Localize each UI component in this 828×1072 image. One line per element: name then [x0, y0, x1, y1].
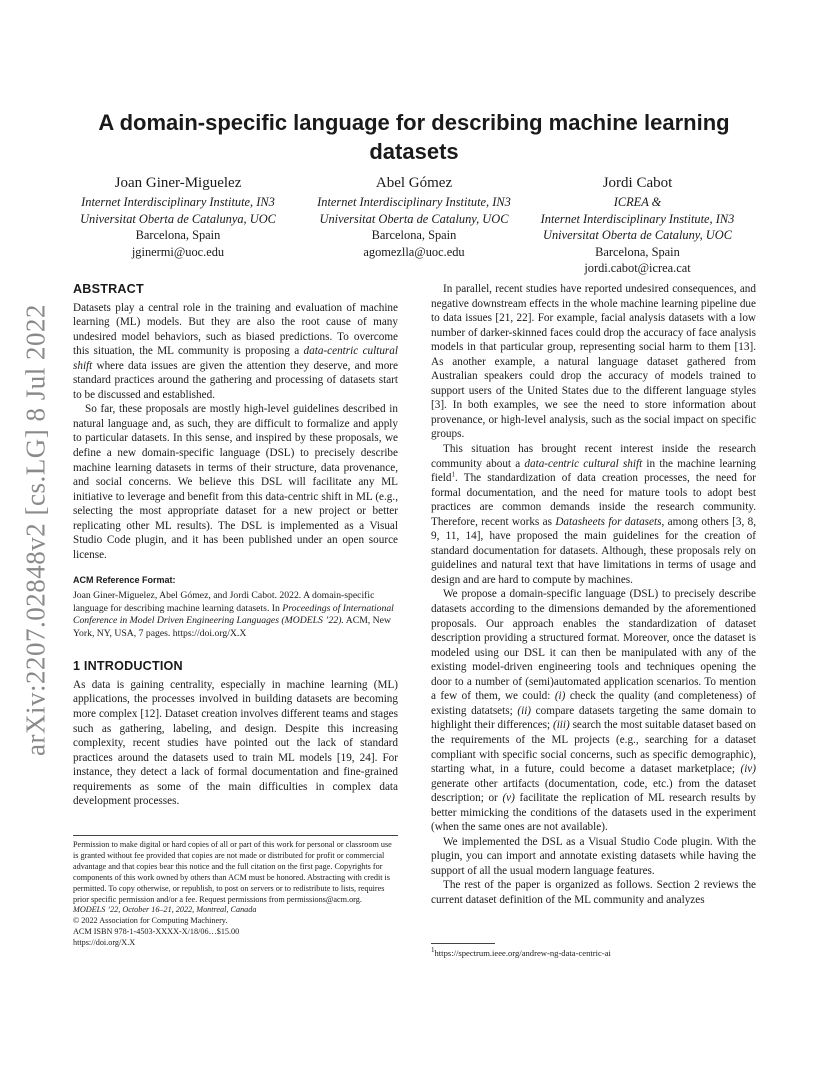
abstract-text: Datasets play a central role in the training and evaluation of machine learning (ML) models. But they are also the root cause of many undesired model behaviors, such as biased predictions. To overcome this situation, the ML community is proposing a	[73, 301, 398, 358]
body-paragraph: In parallel, recent studies have reported undesired consequences, and negative downstream effects in the whole machine learning pipeline due to data issues [21, 22]. For example, facial analysis datasets with a low number of darker-skinned faces could drop the accuracy of face analysis models in that particular group, representing social harm to them [13]. As another example, a natural language dataset gathered from Australian speakers could drop the accuracy of models trained to support users of the United States due to the different language styles [3]. In both examples, we see the need to store information about provenance, or high-level analysis, such as the social impact on specific groups.	[431, 283, 756, 441]
author-email: jordi.cabot@icrea.cat	[584, 261, 691, 276]
body-text: This situation has brought recent interest inside the research community about a	[431, 443, 756, 470]
acm-ref-text: Joan Giner-Miguelez, Abel Gómez, and Jordi Cabot. 2022. A domain-specific language for describing machine learning datasets. In	[73, 589, 375, 614]
body-paragraph: We implemented the DSL as a Visual Studio Code plugin. With the plugin, you can import and annotate existing datasets while having the support of all the usual modern language features.	[431, 835, 756, 877]
copyright-line: © 2022 Association for Computing Machinery.	[73, 916, 228, 926]
author-affiliation: Internet Interdisciplinary Institute, IN3	[81, 195, 275, 209]
author-affiliation: ICREA &	[613, 195, 662, 209]
arxiv-id-text: arXiv:2207.02848v2 [cs.LG] 8 Jul 2022	[20, 304, 51, 756]
list-marker: (v)	[502, 792, 515, 805]
body-text: compare datasets targeting the same domain to highlight their differences;	[431, 704, 756, 732]
author-name: Abel Gómez	[375, 175, 453, 191]
introduction-heading: 1 INTRODUCTION	[73, 659, 183, 674]
permission-notice	[73, 835, 398, 949]
author-affiliation: Internet Interdisciplinary Institute, IN3	[540, 211, 735, 226]
body-paragraph	[431, 587, 756, 834]
body-emphasis: data-centric cultural shift	[524, 457, 643, 470]
body-paragraph	[431, 442, 756, 587]
paper-title: A domain-specific language for describing machine learning datasets	[98, 110, 730, 164]
list-marker: (ii)	[517, 704, 532, 717]
author-name: Jordi Cabot	[602, 175, 673, 191]
body-text: We propose a domain-specific language (DSL) to precisely describe datasets according to the dimensions demanded by the aforementioned proposals. Our approach enables the standardization of dataset description providing a structured format. Moreover, once the dataset is modeled using our DSL it can then be manipulated with any of the existing model-driven engineering tools and techniques opening the door to a number of (semi)automated application scenarios. To mention a few of them, we could:	[431, 588, 756, 703]
footnote	[431, 943, 756, 959]
author-affiliation: Internet Interdisciplinary Institute, IN3	[317, 195, 511, 209]
author-block-1	[68, 174, 288, 260]
list-marker: (iii)	[552, 719, 570, 732]
body-text: generate other artifacts (documentation, code, etc.) from the dataset description; or	[431, 777, 756, 805]
conference-line	[73, 905, 398, 916]
author-affiliation: Universitat Oberta de Catalunya, UOC	[80, 211, 276, 226]
author-block-2	[303, 174, 525, 260]
conference-text: MODELS ’22, October 16–21, 2022, Montreal, Canada	[73, 905, 257, 915]
acm-ref-proceedings: Proceedings of International Conference in Model Driven Engineering Languages (MODELS ’22).	[73, 602, 394, 627]
acm-reference-text	[73, 590, 398, 640]
isbn-line: ACM ISBN 978-1-4503-XXXX-X/18/06…$15.00	[73, 927, 240, 937]
author-city: Barcelona, Spain	[135, 228, 221, 243]
footnote-url[interactable]: https://spectrum.ieee.org/andrew-ng-data-centric-ai	[434, 948, 611, 958]
abstract-paragraph	[73, 301, 398, 403]
footnote-number: 1	[431, 946, 435, 955]
footnote-marker: 1	[451, 470, 456, 479]
body-text: facilitate the replication of ML research results by better mimicking the conditions of the datasets used in the experiment (when the same ones are not available).	[431, 792, 756, 834]
body-text: in the machine learning field	[431, 457, 756, 485]
right-column	[431, 282, 756, 908]
acm-ref-text: ACM, New York, NY, USA, 7 pages. https://doi.org/X.X	[73, 615, 391, 639]
left-column	[73, 282, 398, 809]
author-block-3	[525, 174, 750, 277]
body-text: search the most suitable dataset based on the requirements of the ML projects (e.g., searching for a dataset compliant with specific social concerns, such as specific demographic), starting what, in a future, could become a dataset marketplace;	[431, 719, 757, 776]
body-text: , among others [3, 8, 9, 11, 14], have proposed the main guidelines for the creation of standard documentation for datasets. Although, these proposals rely on guidelines and natural text that have limitations in terms of usage and design and are hard to compute by machines.	[431, 515, 756, 586]
author-city: Barcelona, Spain	[371, 228, 457, 243]
body-paragraph: The rest of the paper is organized as follows. Section 2 reviews the current dataset definition of the ML community and analyzes	[431, 879, 756, 906]
doi-line: https://doi.org/X.X	[73, 938, 136, 948]
author-email: jginermi@uoc.edu	[131, 244, 225, 259]
author-affiliation: Universitat Oberta de Cataluny, UOC	[543, 228, 732, 243]
permission-text: Permission to make digital or hard copies of all or part of this work for personal or classroom use is granted without fee provided that copies are not made or distributed for profit or commercial advantage and that copies bear this notice and the full citation on the first page. Copyrights for components of this work owned by others than ACM must be honored. Abstracting with credit is permitted. To copy otherwise, or republish, to post on servers or to redistribute to lists, requires prior specific permission and/or a fee. Request permissions from permissions@acm.org.	[73, 840, 392, 904]
introduction-paragraph: As data is gaining centrality, especially in machine learning (ML) applications, the processes involved in building datasets are becoming more complex [12]. Dataset creation involves different teams and stages such as gathering, labeling, and design. Despite this increasing complexity, recent studies have pointed out the lack of standard practices around the datasets used to train ML models [19, 24]. For instance, they detect a lack of formal documentation and fine-grained requirements as some of the main difficulties in complex data development processes.	[73, 678, 398, 808]
list-marker: (iv)	[740, 763, 756, 776]
list-marker: (i)	[554, 690, 566, 703]
author-affiliation: Universitat Oberta de Cataluny, UOC	[319, 211, 509, 226]
abstract-heading: ABSTRACT	[73, 282, 144, 296]
body-text: . The standardization of data creation processes, the need for formal documentation, and the need for mature tools to adopt best practices are common demands inside the research community. Therefore, recent works as	[431, 472, 756, 528]
footnote-rule	[431, 943, 495, 944]
acm-reference-heading: ACM Reference Format:	[73, 575, 176, 586]
author-name: Joan Giner-Miguelez	[114, 175, 242, 191]
body-text: check the quality (and completeness) of existing datatsets;	[431, 690, 756, 717]
abstract-text: where data issues are given the attention they deserve, and more standard practices around the gathering and processing of datasets start to be discussed and established.	[73, 359, 398, 401]
author-email: agomezlla@uoc.edu	[363, 244, 465, 259]
abstract-emphasis: data-centric cultural shift	[73, 345, 398, 372]
abstract-paragraph: So far, these proposals are mostly high-level guidelines described in natural language and, as such, they are difficult to formalize and apply to particular datasets. In this sense, and inspired by these proposals, we define a new domain-specific language (DSL) to precisely describe machine learning datasets in terms of their structure, data provenance, and social concerns. We believe this DSL will facilitate any ML initiative to leverage and benefit from this data-centric shift in ML (e.g., selecting the most appropriate dataset for a new project or better replicating other ML results). The DSL is implemented as a Visual Studio Code plugin, and it has been published under an open source license.	[73, 403, 398, 561]
author-city: Barcelona, Spain	[595, 244, 680, 259]
body-emphasis: Datasheets for datasets	[555, 515, 662, 528]
arxiv-side-identifier	[10, 300, 62, 760]
